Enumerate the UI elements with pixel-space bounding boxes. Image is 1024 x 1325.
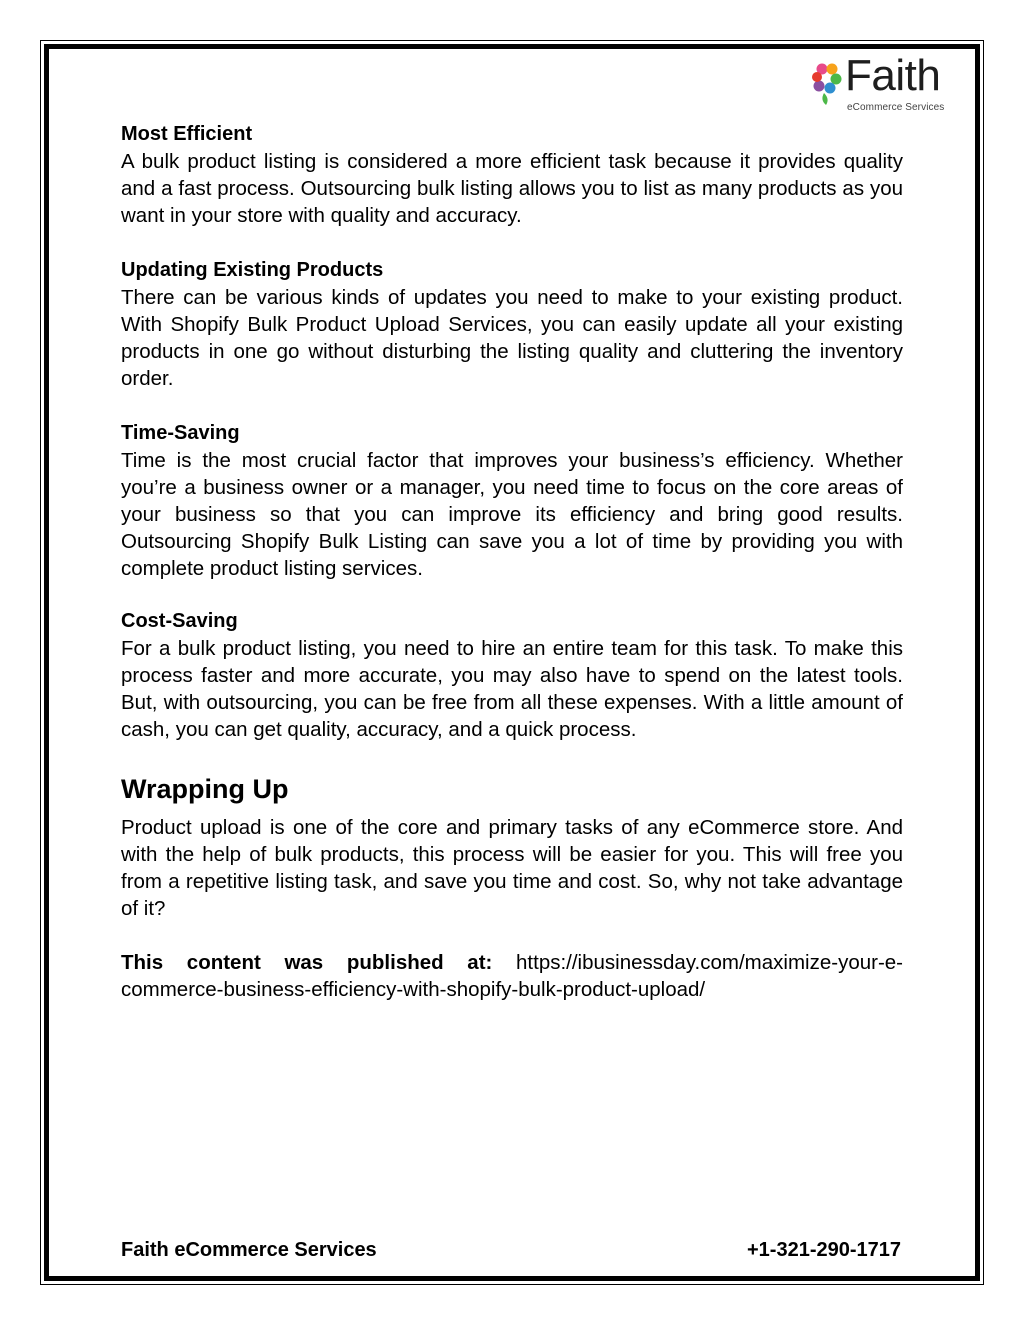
section-time-saving	[121, 419, 903, 582]
section-paragraph: For a bulk product listing, you need to hire an entire team for this task. To make this process faster and more accurate, you may also have to spend on the latest tools. But, with outsourcing, you can be free from all these expenses. With a little amount of cash, you can get quality, accuracy, and a quick process.	[121, 637, 903, 741]
published-label: This content was published at:	[121, 951, 493, 974]
section-cost-saving	[121, 607, 903, 743]
section-updating-existing-products	[121, 256, 903, 392]
company-logo	[812, 51, 954, 116]
section-heading: Most Efficient	[121, 123, 253, 145]
page-footer	[121, 1239, 901, 1262]
section-paragraph: There can be various kinds of updates you need to make to your existing product. With Shopify Bulk Product Upload Services, you can easily update all your existing products in one go without disturbing the listing quality and cluttering the inventory order.	[121, 286, 903, 390]
section-heading: Updating Existing Products	[121, 259, 384, 281]
document-body	[121, 120, 903, 1003]
footer-phone: +1-321-290-1717	[746, 1239, 901, 1261]
wrapping-up-paragraph: Product upload is one of the core and primary tasks of any eCommerce store. And with the help of bulk products, this process will be easier for you. This will free you from a repetitive listing task, and save you time and cost. So, why not take advantage of it?	[121, 816, 903, 920]
wrapping-up-title: Wrapping Up	[121, 774, 289, 804]
published-url[interactable]: https://ibusinessday.com/maximize-your-e-commerce-business-efficiency-with-shopify-bulk-product-upload/	[121, 951, 903, 1001]
section-most-efficient	[121, 120, 903, 229]
section-heading: Time-Saving	[121, 422, 240, 444]
flower-icon	[812, 60, 846, 106]
section-paragraph: Time is the most crucial factor that improves your business’s efficiency. Whether you’re a business owner or a manager, you need time to focus on the core areas of your business so that you can improve its efficiency and bring good results. Outsourcing Shopify Bulk Listing can save you a lot of time by providing you with complete product listing services.	[121, 449, 903, 580]
footer-company: Faith eCommerce Services	[121, 1239, 377, 1261]
section-wrapping-up	[121, 772, 903, 922]
logo-tagline: eCommerce Services	[847, 102, 945, 113]
published-note	[121, 949, 903, 1003]
section-heading: Cost-Saving	[121, 610, 238, 632]
logo-wordmark: Faith	[845, 51, 941, 100]
section-paragraph: A bulk product listing is considered a more efficient task because it provides quality and a fast process. Outsourcing bulk listing allows you to list as many products as you want in your store with quality and accuracy.	[121, 150, 903, 227]
